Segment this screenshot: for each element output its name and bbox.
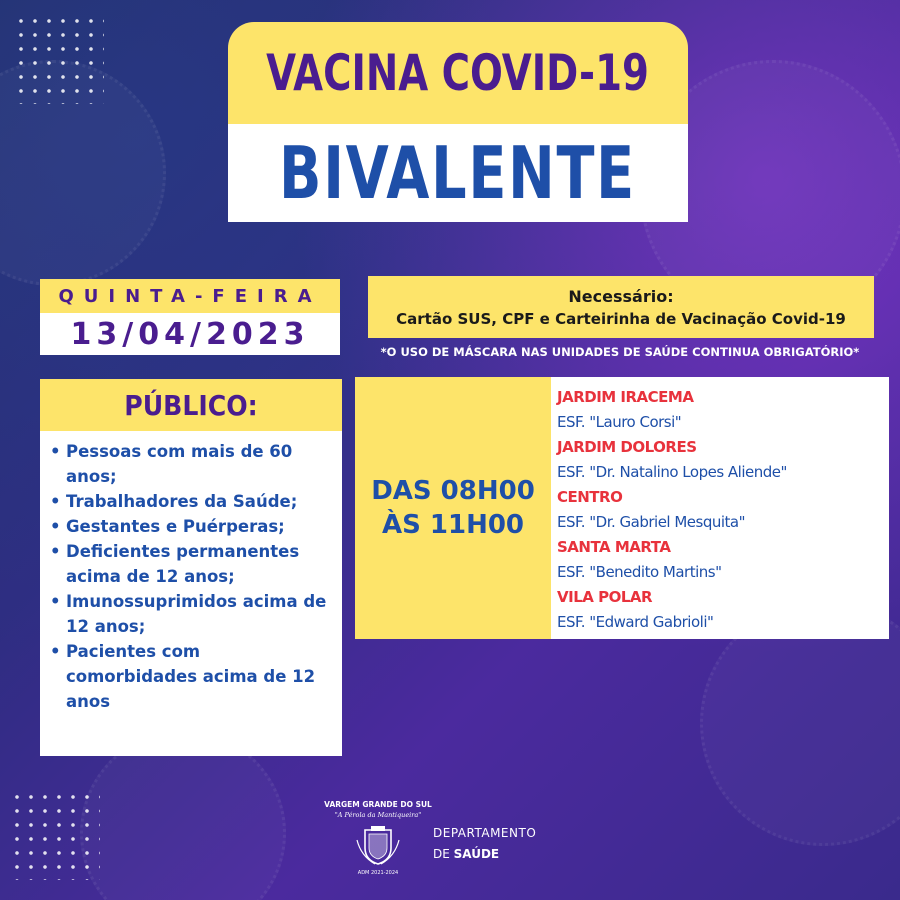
public-list-box bbox=[40, 431, 342, 756]
dot-pattern bbox=[10, 790, 100, 880]
list-item: • Deficientes permanentes acima de 12 anos; bbox=[50, 539, 336, 589]
time-line1: DAS 08H00 bbox=[371, 476, 535, 506]
location-esf: ESF. "Edward Gabrioli" bbox=[557, 613, 714, 631]
department-prefix: DE bbox=[433, 847, 454, 861]
location-esf: ESF. "Dr. Gabriel Mesquita" bbox=[557, 513, 746, 531]
time-line2: ÀS 11H00 bbox=[381, 510, 525, 540]
list-item: • Pacientes com comorbidades acima de 12 anos bbox=[50, 639, 336, 714]
title-line1: VACINA COVID-19 bbox=[266, 44, 650, 102]
location-name: VILA POLAR bbox=[557, 588, 653, 606]
locations-list bbox=[551, 377, 889, 635]
list-item: • Gestantes e Puérperas; bbox=[50, 514, 336, 539]
city-crest-icon bbox=[353, 826, 403, 866]
mask-note: *O USO DE MÁSCARA NAS UNIDADES DE SAÚDE CONTINUA OBRIGATÓRIO* bbox=[380, 345, 860, 359]
dot-pattern bbox=[14, 14, 104, 104]
footer-city: VARGEM GRANDE DO SUL bbox=[324, 800, 432, 809]
public-heading-box bbox=[40, 379, 342, 431]
title-line2: BIVALENTE bbox=[279, 131, 637, 215]
location-name: SANTA MARTA bbox=[557, 538, 671, 556]
weekday: QUINTA-FEIRA bbox=[58, 285, 322, 307]
date-box bbox=[40, 313, 340, 355]
department-line1: DEPARTAMENTO bbox=[433, 826, 537, 840]
department-line2 bbox=[433, 847, 499, 861]
weekday-box bbox=[40, 279, 340, 313]
locations-box bbox=[551, 377, 889, 639]
location-name: JARDIM IRACEMA bbox=[557, 388, 694, 406]
title-line2-box bbox=[228, 124, 688, 222]
requirements-box bbox=[368, 276, 874, 338]
public-heading: PÚBLICO: bbox=[124, 388, 258, 422]
requirements-text: Cartão SUS, CPF e Carteirinha de Vacinação Covid-19 bbox=[396, 309, 846, 328]
location-name: CENTRO bbox=[557, 488, 623, 506]
footer-slogan: "A Pérola da Mantiqueira" bbox=[334, 811, 422, 819]
location-esf: ESF. "Lauro Corsi" bbox=[557, 413, 682, 431]
date: 13/04/2023 bbox=[70, 316, 310, 352]
location-name: JARDIM DOLORES bbox=[557, 438, 697, 456]
footer-years: ADM 2021-2024 bbox=[357, 870, 399, 876]
public-list bbox=[40, 431, 342, 714]
location-esf: ESF. "Benedito Martins" bbox=[557, 563, 722, 581]
title-line1-box bbox=[228, 22, 688, 124]
list-item: • Imunossuprimidos acima de 12 anos; bbox=[50, 589, 336, 639]
list-item: • Trabalhadores da Saúde; bbox=[50, 489, 336, 514]
requirements-heading: Necessário: bbox=[568, 286, 674, 306]
list-item: • Pessoas com mais de 60 anos; bbox=[50, 439, 336, 489]
location-esf: ESF. "Dr. Natalino Lopes Aliende" bbox=[557, 463, 787, 481]
department-name: SAÚDE bbox=[453, 847, 500, 861]
time-box bbox=[355, 377, 551, 639]
